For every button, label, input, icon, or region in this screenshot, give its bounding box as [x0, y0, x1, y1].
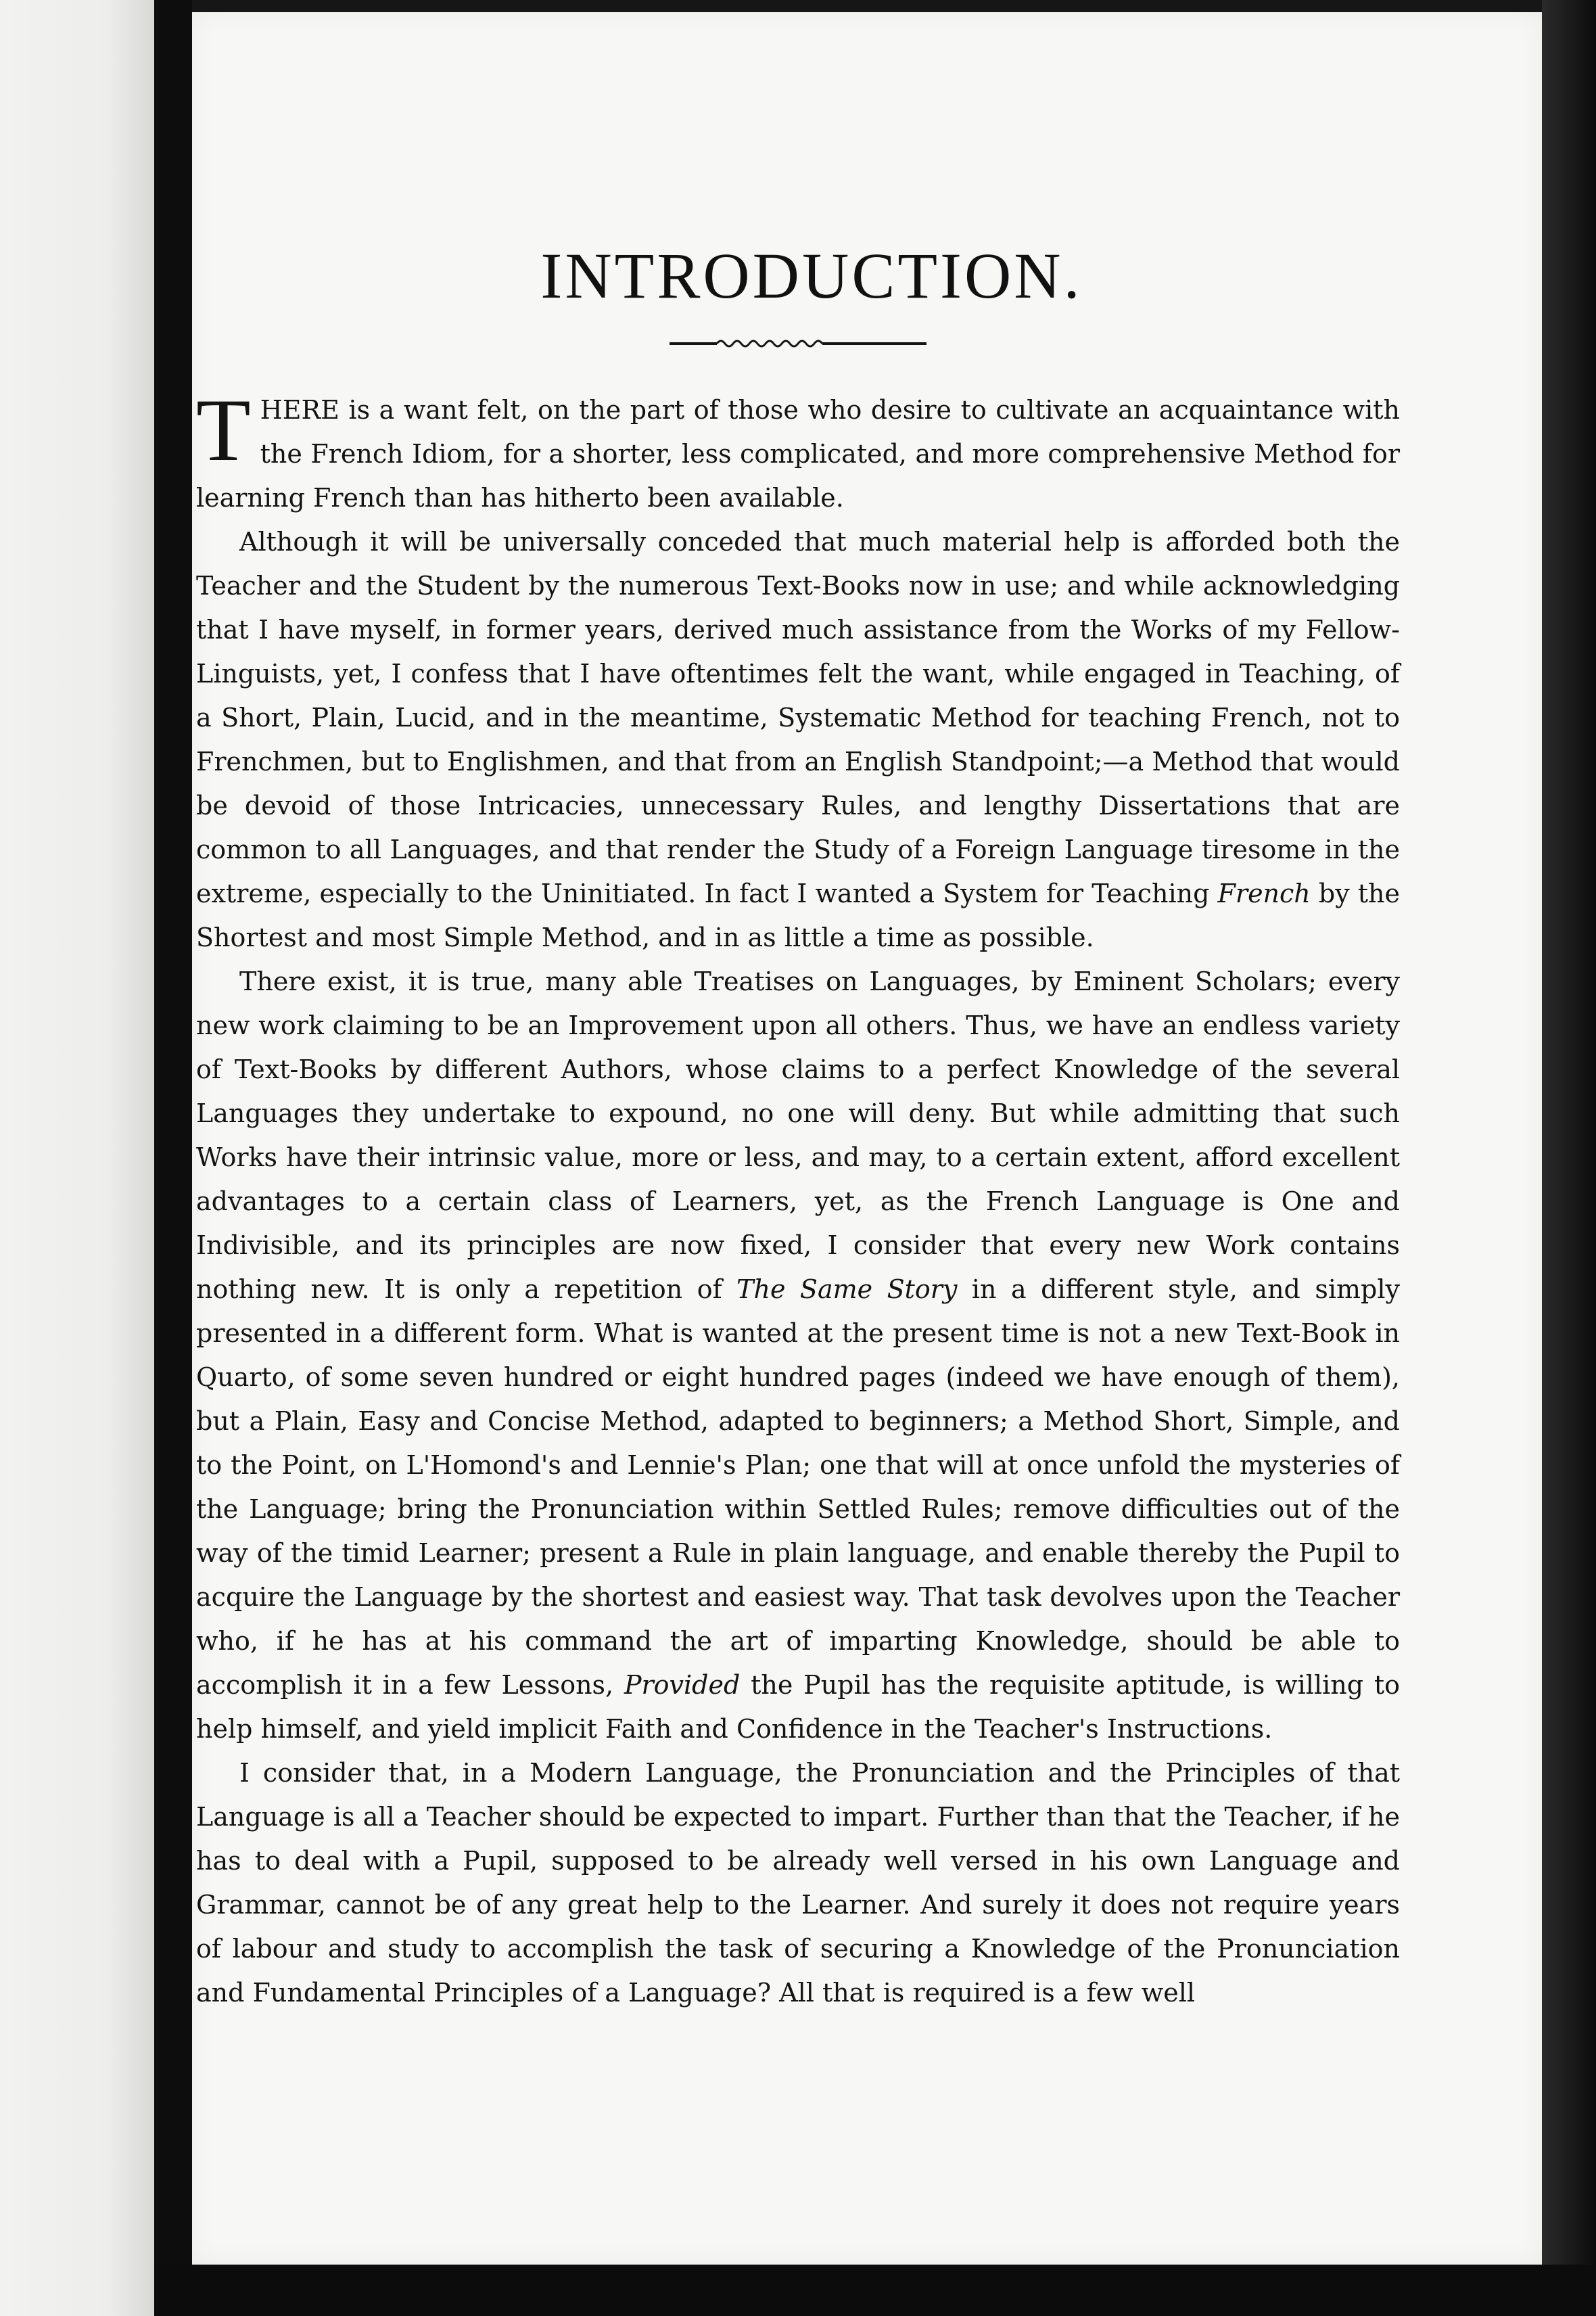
- page-title: INTRODUCTION.: [540, 239, 1083, 312]
- paragraph-3: [196, 960, 1400, 1751]
- paragraph-3-text: There exist, it is true, many able Treatises on Languages, by Eminent Scholars; every new work claiming to be an Improvement upon all others. Thus, we have an endless variety of Text-Books by different Authors, whose claims to a perfect Knowledge of the several Languages they undertake to expound, no one will deny. But while admitting that such Works have their intrinsic value, more or less, and may, to a certain extent, afford excellent advantages to a certain class of Learners, yet, as the French Language is One and Indivisible, and its principles are now fixed, I consider that every new Work contains nothing new. It is only a repetition of: [196, 967, 1400, 1304]
- paragraph-2-text: Although it will be universally conceded that much material help is afforded both the Teacher and the Student by the numerous Text-Books now in use; and while acknowledging that I have myself, in former years, derived much assistance from the Works of my Fellow-Linguists, yet, I confess that I have oftentimes felt the want, while engaged in Teaching, of a Short, Plain, Lucid, and in the meantime, Systematic Method for teaching French, not to Frenchmen, but to Englishmen, and that from an English Standpoint;—a Method that would be devoid of those Intricacies, unnecessary Rules, and lengthy Dissertations that are common to all Languages, and that render the Study of a Foreign Language tiresome in the extreme, especially to the Uninitiated. In fact I wanted a System for Teaching: [196, 527, 1400, 908]
- paragraph-4: [196, 1751, 1400, 2015]
- page-right-edge: [1542, 0, 1596, 2316]
- paragraph-2-text-after: by the Shortest and most Simple Method, and in as little a time as possible.: [196, 879, 1400, 952]
- body-text: [196, 380, 1401, 2015]
- page-bottom-edge: [154, 2265, 1596, 2316]
- paragraph-2: [196, 520, 1400, 960]
- paragraph-2-italic: French: [1217, 879, 1311, 908]
- paragraph-3-italic-2: Provided: [624, 1670, 741, 1700]
- decorative-rule-icon: [670, 335, 926, 352]
- book-gutter: [154, 0, 192, 2316]
- paragraph-3-text-after: in a different style, and simply presented in a different form. What is wanted at the present time is not a new Text-Book in Quarto, of some seven hundred or eight hundred pages (indeed we have enough of them), but a Plain, Easy and Concise Method, adapted to beginners; a Method Short, Simple, and to the Point, on L'Homond's and Lennie's Plan; one that will at once unfold the mysteries of the Language; bring the Pronunciation within Settled Rules; remove difficulties out of the way of the timid Learner; present a Rule in plain language, and enable thereby the Pupil to acquire the Language by the shortest and easiest way. That task devolves upon the Teacher who, if he has at his command the art of imparting Knowledge, should be able to accomplish it in a few Lessons,: [196, 1274, 1400, 1700]
- page-text-block: [196, 239, 1401, 2015]
- previous-page-edge: [0, 0, 154, 2316]
- paragraph-1-text: THERE is a want felt, on the part of those who desire to cultivate an acquaintance with the French Idiom, for a shorter, less complicated, and more comprehensive Method for learning French than has hitherto been available.: [196, 380, 1400, 513]
- paragraph-3-italic: The Same Story: [736, 1274, 958, 1304]
- paragraph-3-text-after-2: the Pupil has the requisite aptitude, is willing to help himself, and yield implicit Faith and Confidence in the Teacher's Instructions.: [196, 1670, 1401, 1744]
- paragraph-1: [196, 380, 1400, 520]
- paragraph-4-text: I consider that, in a Modern Language, the Pronunciation and the Principles of that Language is all a Teacher should be expected to impart. Further than that the Teacher, if he has to deal with a Pupil, supposed to be already well versed in his own Language and Grammar, cannot be of any great help to the Learner. And surely it does not require years of labour and study to accomplish the task of securing a Knowledge of the Pronunciation and Fundamental Principles of a Language? All that is required is a few well: [196, 1758, 1400, 2008]
